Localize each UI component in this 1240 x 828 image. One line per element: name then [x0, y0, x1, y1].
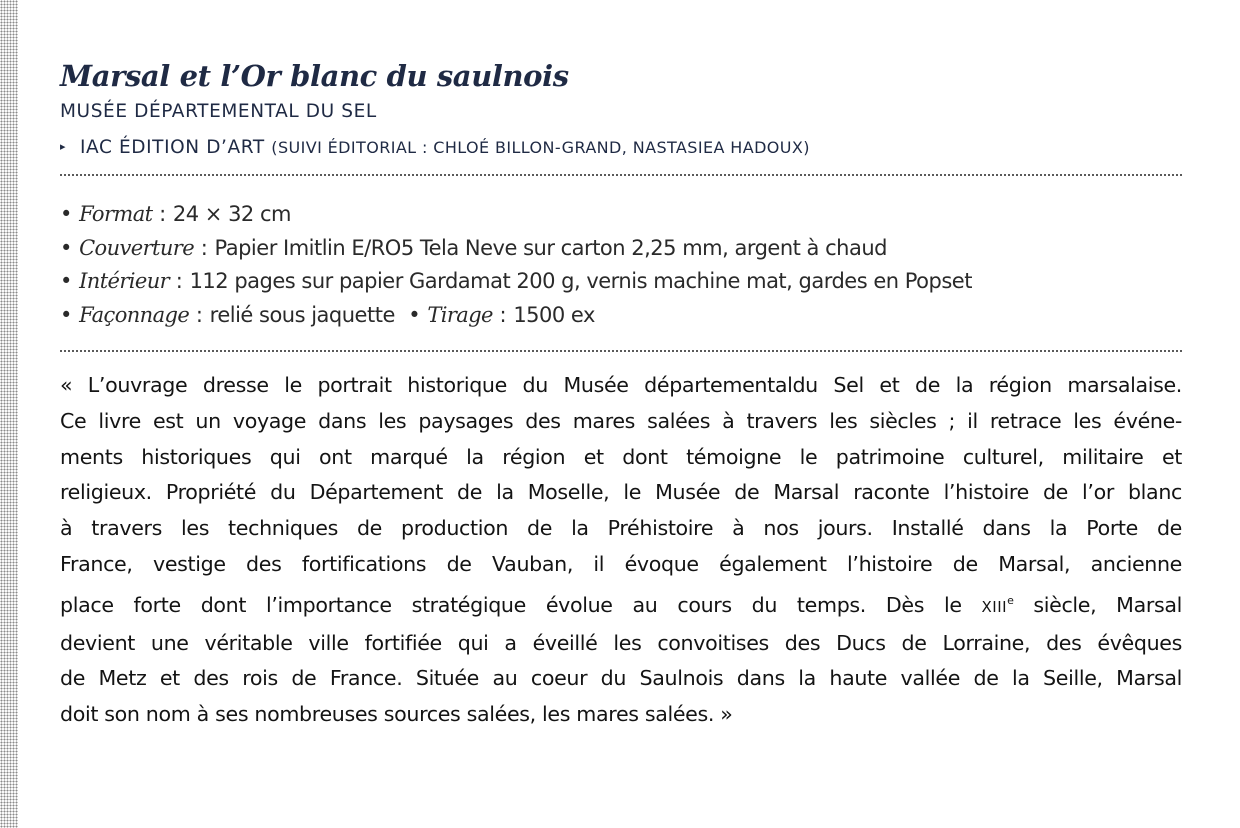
quote-text: siècle, Marsal [1013, 592, 1183, 617]
quote-line [60, 583, 1182, 626]
publisher-credits: (SUIVI ÉDITORIAL : CHLOÉ BILLON-GRAND, NASTASIEA HADOUX) [271, 138, 810, 157]
spec-value: relié sous jaquette [209, 302, 395, 327]
spec-label: Tirage [427, 302, 493, 327]
spec-list [60, 198, 1182, 332]
quote-line: à travers les techniques de production de la Préhistoire à nos jours. Installé dans la Porte de [60, 516, 1182, 541]
spec-separator: : [492, 302, 514, 327]
spec-separator: : [194, 235, 215, 260]
page-edge-pattern [0, 0, 18, 828]
quote-line: doit son nom à ses nombreuses sources salées, les mares salées. » [60, 702, 733, 727]
quote-line: devient une véritable ville fortifiée qui a éveillé les convoitises des Ducs de Lorraine, des évêques [60, 630, 1182, 655]
bullet-icon: • [60, 202, 73, 226]
quote-line: religieux. Propriété du Département de la Moselle, le Musée de Marsal raconte l’histoire de l’or blanc [60, 480, 1182, 505]
spec-label: Couverture [79, 235, 195, 260]
triangle-bullet-icon: ▸ [60, 140, 67, 153]
publisher-name: IAC ÉDITION D’ART [80, 137, 265, 158]
spec-interieur [60, 265, 1182, 299]
quote-line: France, vestige des fortifications de Vauban, il évoque également l’histoire de Marsal, ancienne [60, 551, 1182, 576]
century-superscript: e [1007, 593, 1014, 607]
quote-line: « L’ouvrage dresse le portrait historique du Musée départementaldu Sel et de la région marsalaise. [60, 373, 1182, 397]
spec-value: 112 pages sur papier Gardamat 200 g, vernis machine mat, gardes en Popset [189, 269, 972, 293]
dotted-divider-top [60, 174, 1182, 176]
museum-name: MUSÉE DÉPARTEMENTAL DU SEL [60, 101, 377, 122]
spec-faconnage-tirage [60, 299, 1182, 333]
spec-label: Intérieur [79, 269, 170, 293]
century-numeral: XIII [981, 597, 1008, 616]
book-entry [60, 56, 1182, 733]
spec-label: Façonnage [79, 302, 190, 327]
book-title: Marsal et l’Or blanc du saulnois [60, 59, 569, 93]
quote-line: ments historiques qui ont marqué la région et dont témoigne le patrimoine culturel, militaire et [60, 444, 1182, 469]
spec-separator: : [189, 302, 210, 327]
spec-separator: : [152, 202, 173, 226]
quote-line: de Metz et des rois de France. Située au coeur du Saulnois dans la haute vallée de la Seille, Marsal [60, 666, 1182, 691]
quote-text: place forte dont l’importance stratégique évolue au cours du temps. Dès le [60, 592, 982, 617]
bullet-icon: • [60, 302, 73, 327]
bullet-icon: • [60, 235, 73, 260]
bullet-icon: • [60, 269, 73, 293]
spec-value: 1500 ex [513, 302, 595, 327]
spec-label: Format [79, 202, 153, 226]
spec-value: 24 × 32 cm [172, 202, 291, 226]
spec-separator: : [169, 269, 190, 293]
description-quote [60, 368, 1182, 733]
dotted-divider-bottom [60, 350, 1182, 352]
publisher-line [60, 135, 1182, 160]
spec-couverture [60, 232, 1182, 266]
spec-format [60, 198, 1182, 232]
quote-line: Ce livre est un voyage dans les paysages des mares salées à travers les siècles ; il retrace les événe- [60, 408, 1182, 433]
spec-value: Papier Imitlin E/RO5 Tela Neve sur carton 2,25 mm, argent à chaud [214, 235, 887, 260]
bullet-icon: • [408, 302, 421, 327]
